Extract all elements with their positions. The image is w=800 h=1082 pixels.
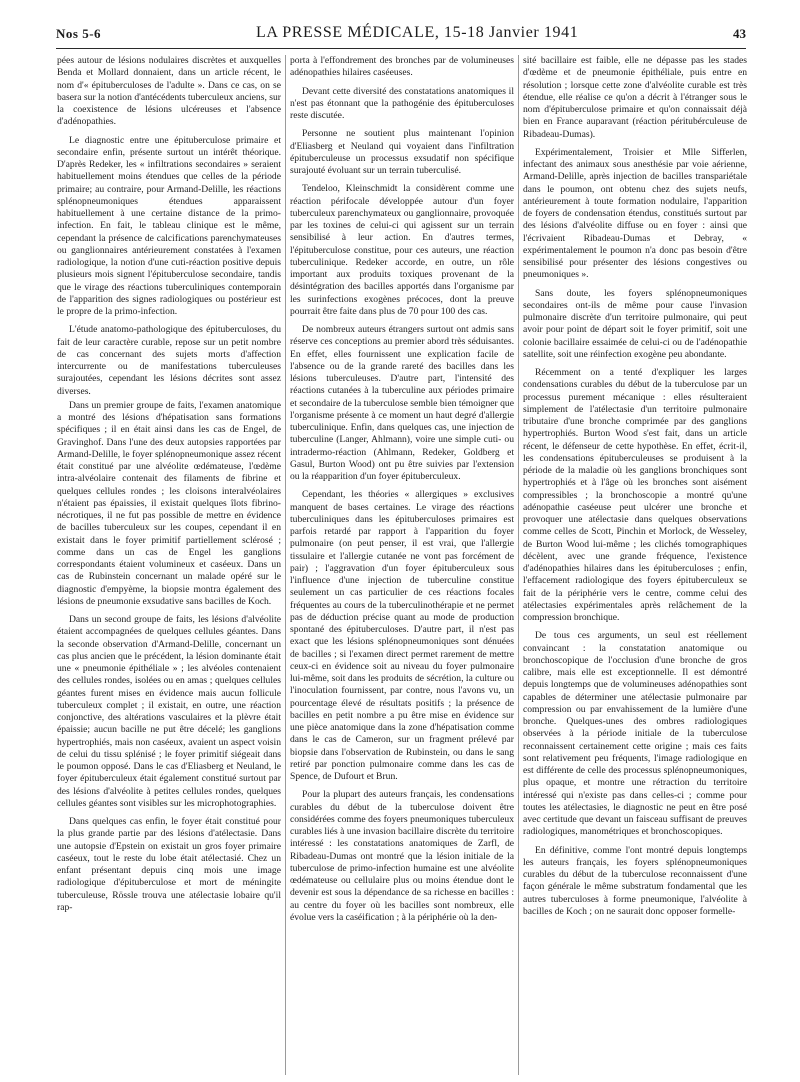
page-number: 43 (733, 26, 746, 41)
paragraph: Devant cette diversité des constatations anatomiques il n'est pas étonnant que la pathogénie des épituberculoses reste discutée. (290, 85, 514, 121)
paragraph: Tendeloo, Kleinschmidt la considèrent comme une réaction périfocale développée autour d'un foyer tuberculeux parenchymateux ou ganglionnaire, provoquée par les toxines de celui-ci qui agissent sur un terrain sensibilisé à leur action. En d'autres termes, l'épituberculose constitue, pour ces auteurs, une réaction tuberculinique. Redeker accorde, en outre, un rôle important aux produits toxiques provenant de la désintégration des bacilles apportés dans l'organisme par les surinfections exogènes précoces, dont la preuve pourrait être faite dans plus de 70 pour 100 des cas. (290, 183, 514, 317)
paragraph: En définitive, comme l'ont montré depuis longtemps les auteurs français, les foyers splénopneumoniques curables du début de la tuberculose reconnaissent d'une façon générale le même substratum fondamental que les autres tuberculoses à forme pneumonique, l'alvéolite à bacilles de Koch ; on ne saurait donc opposer formelle- (523, 844, 747, 917)
paragraph: Cependant, les théories « allergiques » exclusives manquent de bases certaines. Le virage des réactions tuberculiniques dans les épituberculoses primaires est parfois retardé par rapport à l'apparition du foyer pulmonaire (on peut penser, il est vrai, que l'allergie tissulaire et l'allergie cutanée ne vont pas forcément de pair) ; l'aggravation d'un foyer épituberculeux sous l'influence d'une injection de tuberculine constitue seulement un cas particulier de ces réactions focales fréquentes au cours de la tuberculinothérapie et ne permet pas de déduction précise quant au mode de production spontané des épituberculoses. D'autre part, il n'est pas exact que les lésions splénopneumoniques sont dénuées de bacilles ; si l'examen direct permet rarement de mettre ceux-ci en évidence soit au niveau du foyer pulmonaire lui-même, soit dans les produits de sécrétion, la culture ou l'inoculation fournissent, par contre, nous l'avons vu, un pourcentage élevé de résultats positifs ; la présence de bacilles en petit nombre a pu être mise en évidence sur une pièce anatomique dans la zone d'hépatisation comme dans le cas de Cameron, sur un fragment prélevé par biopsie dans l'observation de Rubinstein, ou dans le sang retiré par ponction pulmonaire comme dans les cas de Spence, de Dufourt et Brun. (290, 489, 514, 782)
issue-number: Nos 5-6 (56, 26, 102, 41)
column-divider (285, 55, 286, 1075)
paragraph: Pour la plupart des auteurs français, les condensations curables du début de la tuberculose doivent être considérées comme des foyers pneumoniques tuberculeux curables liés à une invasion bacillaire discrète du territoire intéressé : les constatations anatomiques de Zarfl, de Ribadeau-Dumas ont montré que la lésion initiale de la tuberculose de primo-infection humaine est une alvéolite œdémateuse ou cellulaire plus ou moins étendue dont le devenir est sous la dépendance de sa richesse en bacilles : au centre du foyer où les bacilles sont nombreux, elle évolue vers la caséification ; à la périphérie où la den- (290, 789, 514, 923)
journal-title: LA PRESSE MÉDICALE, 15-18 Janvier 1941 (256, 24, 579, 41)
paragraph: Dans un second groupe de faits, les lésions d'alvéolite étaient accompagnées de quelques cellules géantes. Dans la seconde observation d'Armand-Delille, concernant un cas plus ancien que le précédent, la lésion dominante était une « pneumonie épithéliale » ; les alvéoles contenaient des cellules rondes, isolées ou en amas ; quelques cellules géantes furent mises en évidence mais aucun follicule tuberculeux complet ; il existait, en outre, une réaction conjonctive, des altérations vasculaires et la plèvre était épaissie; aucun bacille ne put être décelé; les ganglions hypertrophiés, mais non caséeux, avaient un aspect voisin de celui du tissu splénisé ; le foyer primitif siégeait dans le poumon opposé. Dans le cas d'Eliasberg et Neuland, le foyer épituberculeux était également constitué surtout par des lésions d'alvéolite à petites cellules rondes, quelques cellules géantes sont visibles sur les microphotographies. (57, 614, 281, 809)
paragraph: De nombreux auteurs étrangers surtout ont admis sans réserve ces conceptions au premier abord très séduisantes. En effet, elles fournissent une explication facile de l'absence ou de la grande rareté des bacilles dans les lésions tuberculeuses. D'autre part, l'intensité des réactions cutanées à la tuberculine aux périodes primaire et secondaire de la tuberculose semble bien témoigner que l'organisme présente à ce moment un haut degré d'allergie tuberculinique. Enfin, dans quelques cas, une injection de tuberculine (Langer, Ahlmann), voire une simple cuti- ou intradermo-réaction (Ahlmann, Redeker, Goldberg et Gasul, Burton Wood) ont pu être suivies par l'extension ou la réapparition d'un foyer épituberculeux. (290, 324, 514, 482)
text-column-3 (523, 55, 747, 1077)
header-rule (56, 48, 746, 49)
paragraph: Expérimentalement, Troisier et Mlle Sifferlen, infectant des animaux sous anesthésie par voie aérienne, Armand-Delille, après injection de bacilles transpariétale dans le poumon, ont obtenu chez des sujets neufs, antérieurement à toute formation nodulaire, l'apparition de foyers de condensation étendus, constitués surtout par des lésions d'alvéolite diffuse ou en foyer : ainsi que l'écrivaient Ribadeau-Dumas et Debray, « expérimentalement le poumon n'a donc pas besoin d'être sensibilisé pour présenter des lésions congestives ou pneumoniques ». (523, 146, 747, 281)
paragraph: sité bacillaire est faible, elle ne dépasse pas les stades d'œdème et de pneumonie épithéliale, puis entre en résolution ; lorsque cette zone d'alvéolite curable est très étendue, elle réalise ce qu'on a décrit à l'étranger sous le nom d'épituberculose primaire et qu'on connaissait déjà bien en France auparavant (réaction péritubérculeuse de Ribadeau-Dumas). (523, 55, 747, 140)
paragraph: L'étude anatomo-pathologique des épituberculoses, du fait de leur caractère curable, repose sur un petit nombre de cas concernant des sujets morts d'affection intercurrente ou de manifestations tuberculeuses surajoutées, cependant les lésions décrites sont assez diverses. (57, 324, 281, 397)
text-column-1 (57, 55, 281, 1077)
paragraph: Récemment on a tenté d'expliquer les larges condensations curables du début de la tuberculose par un processus purement mécanique : elles résulteraient simplement de l'atélectasie d'un territoire pulmonaire tributaire d'une bronche comprimée par des ganglions hypertrophiés. Burton Wood s'est fait, dans un article récent, le défenseur de cette hypothèse. En effet, écrit-il, les condensations épituberculeuses se produisent à la période de la maladie où les ganglions bronchiques sont hypertrophiés et à l'âge où les bronches sont aisément compressibles ; la bronchoscopie a montré qu'une adénopathie caséeuse peut ulcérer une bronche et provoquer une atélectasie dans quelques observations comme celles de Scott, Pinchin et Morlock, de Wesseley, de Burton Wood lui-même ; les clichés tomographiques décèlent, avec une grande fréquence, l'existence d'adénopathies hilaires dans les épituberculoses ; enfin, l'effacement radiologique des foyers épituberculeux se fait de la périphérie vers le centre, comme celui des atélectasies expérimentales après relâchement de la compression bronchique. (523, 367, 747, 623)
paragraph: Dans un premier groupe de faits, l'examen anatomique a montré des lésions d'hépatisation sans formations spécifiques ; il en était ainsi dans les cas de Engel, de Gravinghof. Dans l'une des deux autopsies rapportées par Armand-Delille, le foyer splénopneumonique assez récent était constitué par une alvéolite œdémateuse, l'œdème intra-alvéolaire contenait des filaments de fibrine et quelques cellules rondes ; les cloisons interalvéolaires n'étaient pas épaissies, il existait quelques îlots fibrino-nécrotiques, il ne fut pas possible de mettre en évidence de bacilles tuberculeux sur les coupes, cependant il en existait dans le foyer primitif partiellement sclérosé ; comme dans un cas de Engel les ganglions correspondants étaient volumineux et caséeux. Dans un cas de Rubinstein concernant un malade opéré sur le diagnostic d'empyème, la biopsie montra également des lésions de pneumonie exsudative sans bacilles de Koch. (57, 399, 281, 607)
paragraph: De tous ces arguments, un seul est réellement convaincant : la constatation anatomique ou bronchoscopique de l'occlusion d'une bronche de gros calibre, mais elle est exceptionnelle. Il est démontré depuis longtemps que de volumineuses adénopathies sont capables de déterminer une atélectasie pulmonaire par compression ou par envahissement de la lumière d'une bronche. Quelques-unes des ombres radiologiques observées à la période initiale de la tuberculose reconnaissent certainement cette origine ; mais ces faits sont relativement peu fréquents, l'image radiologique en est différente de celle des processus splénopneumoniques, plus opaque, et montre une rétraction du territoire intéressé qui n'existe pas dans celles-ci ; comme pour toutes les atélectasies, le diagnostic ne peut en être posé avec certitude que devant un faisceau suffisant de preuves radiologiques, manométriques et bronchoscopiques. (523, 630, 747, 838)
column-divider (518, 55, 519, 1075)
paragraph: pées autour de lésions nodulaires discrètes et auxquelles Benda et Mollard donnaient, dans un article récent, le nom d'« épituberculoses de l'adulte ». Dans ce cas, on se basera sur la notion d'antécédents tuberculeux anciens, sur la coexistence de lésions ulcéreuses et l'absence d'adénopathies. (57, 55, 281, 128)
paragraph: porta à l'effondrement des bronches par de volumineuses adénopathies hilaires caséeuses. (290, 55, 514, 79)
running-header (56, 22, 746, 46)
paragraph: Dans quelques cas enfin, le foyer était constitué pour la plus grande partie par des lésions d'atélectasie. Dans une autopsie d'Epstein on existait un gros foyer primaire caséeux, tout le reste du lobe était atélectasié. Chez un enfant présentant depuis cinq mois une image radiologique d'épituberculose et mort de méningite tuberculeuse, Rössle trouva une atélectasie lobaire qu'il rap- (57, 816, 281, 913)
paragraph: Sans doute, les foyers splénopneumoniques secondaires ont-ils de même pour cause l'invasion pulmonaire discrète d'un territoire pulmonaire, qui peut avoir pour point de départ soit le foyer primitif, soit une colonie bacillaire essaimée de celui-ci ou de l'adénopathie satellite, soit une réinfection exogène peu abondante. (523, 287, 747, 360)
text-column-2 (290, 55, 514, 1077)
paragraph: Personne ne soutient plus maintenant l'opinion d'Eliasberg et Neuland qui voyaient dans l'infiltration épituberculeuse un processus exsudatif non spécifique surajouté évoluant sur un terrain tuberculisé. (290, 128, 514, 176)
paragraph: Le diagnostic entre une épituberculose primaire et secondaire enfin, présente surtout un intérêt théorique. D'après Redeker, les « infiltrations secondaires » seraient habituellement moins étendues que celles de la période primaire; au contraire, pour Armand-Delille, les réactions splénopneumoniques étendues apparaissent habituellement à une certaine distance de la primo-infection. En fait, le tableau clinique est le même, cependant la présence de calcifications parenchymateuses ou ganglionnaires antérieurement constatées à l'examen radiologique, la notion d'une cuti-réaction positive depuis plusieurs mois signent l'épituberculose secondaire, tandis que le virage des réactions tuberculiniques contemporain de l'apparition des signes radiologiques ou postérieur est le propre de la primo-infection. (57, 134, 281, 317)
